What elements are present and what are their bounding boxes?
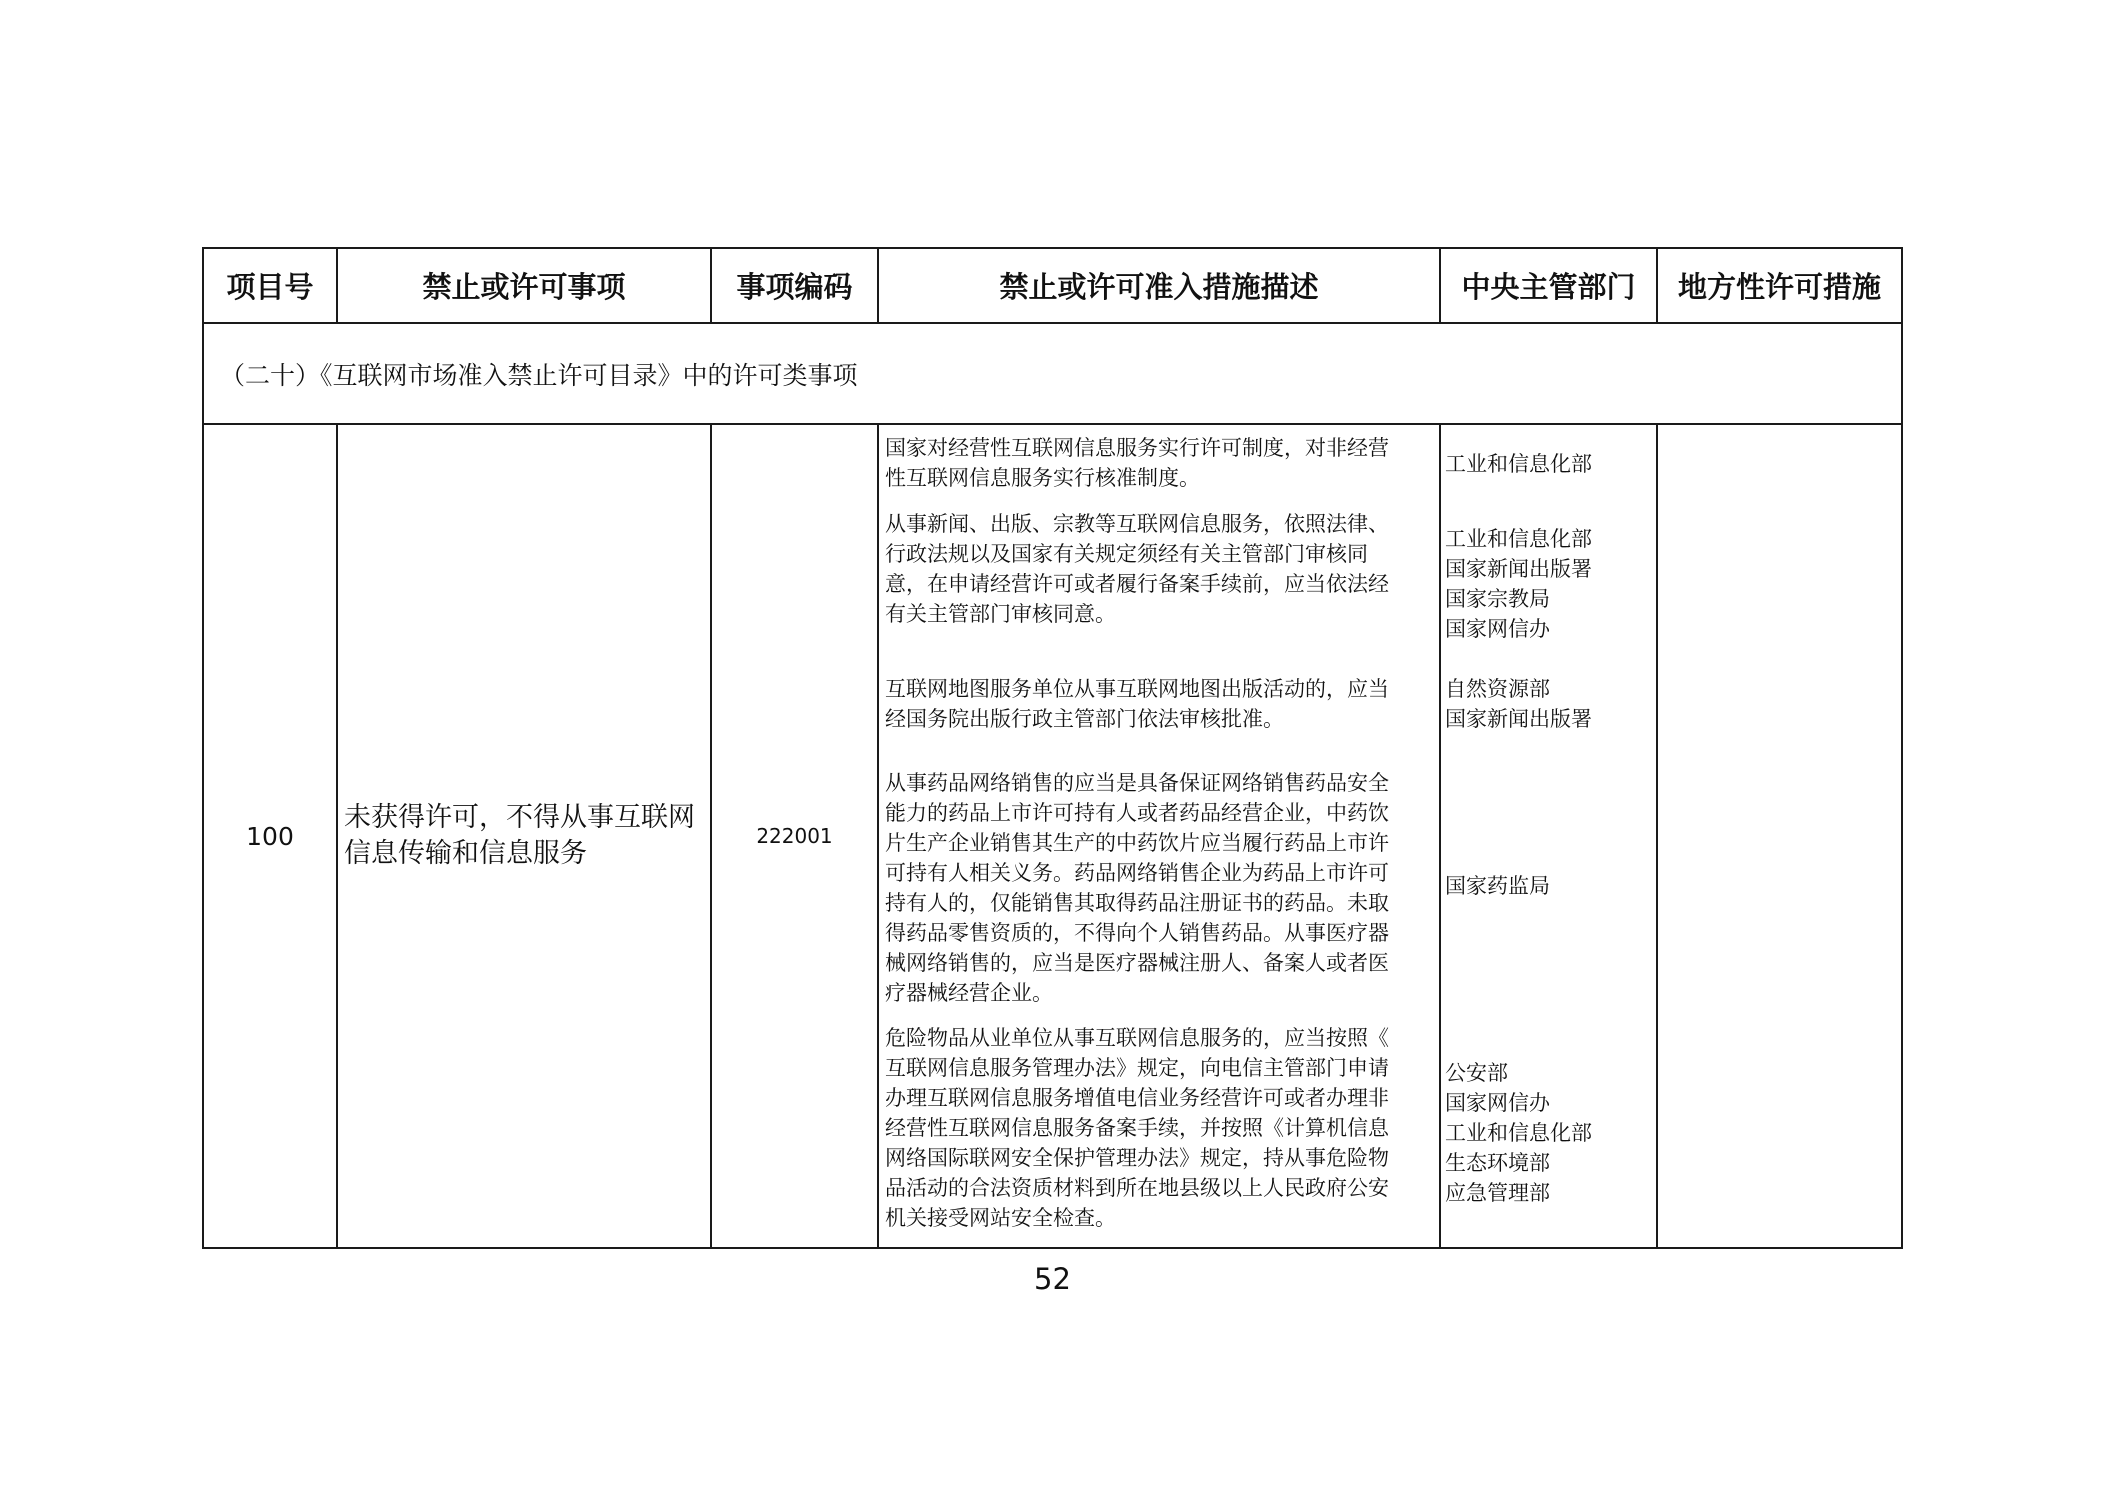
department-group-1 [1445, 449, 1652, 479]
description-line: 经国务院出版行政主管部门依法审核批准。 [885, 707, 1284, 731]
description-line: 互联网地图服务单位从事互联网地图出版活动的，应当 [885, 677, 1389, 701]
department-group-5 [1445, 1058, 1652, 1208]
central-departments [1440, 424, 1657, 1248]
item-name [337, 424, 711, 1248]
measure-description-5 [885, 1023, 1429, 1233]
description-line: 网络国际联网安全保护管理办法》规定，持从事危险物 [885, 1146, 1389, 1170]
department-name: 国家新闻出版署 [1445, 707, 1592, 731]
description-line: 从事新闻、出版、宗教等互联网信息服务，依照法律、 [885, 512, 1389, 536]
description-line: 品活动的合法资质材料到所在地县级以上人民政府公安 [885, 1176, 1389, 1200]
department-group-3 [1445, 674, 1652, 734]
measure-descriptions [878, 424, 1440, 1248]
department-name: 国家网信办 [1445, 1091, 1550, 1115]
description-line: 可持有人相关义务。药品网络销售企业为药品上市许可 [885, 861, 1389, 885]
department-group-4 [1445, 871, 1652, 901]
measure-description-3 [885, 674, 1429, 734]
section-row [203, 323, 1902, 424]
description-line: 行政法规以及国家有关规定须经有关主管部门审核同 [885, 542, 1368, 566]
header-row [203, 248, 1902, 323]
item-name-line: 信息传输和信息服务 [344, 838, 587, 869]
description-line: 办理互联网信息服务增值电信业务经营许可或者办理非 [885, 1086, 1389, 1110]
section-title: （二十）《互联网市场准入禁止许可目录》中的许可类事项 [203, 323, 1902, 424]
description-line: 国家对经营性互联网信息服务实行许可制度，对非经营 [885, 436, 1389, 460]
item-code: 222001 [711, 424, 878, 1248]
permit-table [202, 247, 1903, 1249]
item-name-line: 未获得许可，不得从事互联网 [344, 802, 695, 833]
description-line: 有关主管部门审核同意。 [885, 602, 1116, 626]
description-line: 性互联网信息服务实行核准制度。 [885, 466, 1200, 490]
measure-description-2 [885, 509, 1429, 629]
description-line: 经营性互联网信息服务备案手续，并按照《计算机信息 [885, 1116, 1389, 1140]
description-line: 疗器械经营企业。 [885, 981, 1053, 1005]
department-name: 公安部 [1445, 1061, 1508, 1085]
description-line: 械网络销售的，应当是医疗器械注册人、备案人或者医 [885, 951, 1389, 975]
department-name: 应急管理部 [1445, 1181, 1550, 1205]
description-line: 机关接受网站安全检查。 [885, 1206, 1116, 1230]
department-name: 国家新闻出版署 [1445, 557, 1592, 581]
description-line: 从事药品网络销售的应当是具备保证网络销售药品安全 [885, 771, 1389, 795]
item-number: 100 [203, 424, 337, 1248]
header-item-number: 项目号 [203, 248, 337, 323]
description-line: 持有人的，仅能销售其取得药品注册证书的药品。未取 [885, 891, 1389, 915]
table-row [203, 424, 1902, 1248]
measure-description-4 [885, 768, 1429, 1008]
department-group-2 [1445, 524, 1652, 644]
department-name: 国家宗教局 [1445, 587, 1550, 611]
header-local-measures: 地方性许可措施 [1657, 248, 1902, 323]
description-line: 得药品零售资质的，不得向个人销售药品。从事医疗器 [885, 921, 1389, 945]
header-item-name: 禁止或许可事项 [337, 248, 711, 323]
description-line: 意，在申请经营许可或者履行备案手续前，应当依法经 [885, 572, 1389, 596]
description-line: 能力的药品上市许可持有人或者药品经营企业，中药饮 [885, 801, 1389, 825]
description-line: 互联网信息服务管理办法》规定，向电信主管部门申请 [885, 1056, 1389, 1080]
page-number: 52 [1034, 1262, 1071, 1296]
description-line: 片生产企业销售其生产的中药饮片应当履行药品上市许 [885, 831, 1389, 855]
department-name: 自然资源部 [1445, 677, 1550, 701]
department-name: 工业和信息化部 [1445, 452, 1592, 476]
header-item-code: 事项编码 [711, 248, 878, 323]
measure-description-1 [885, 433, 1429, 493]
header-measure-description: 禁止或许可准入措施描述 [878, 248, 1440, 323]
department-name: 国家药监局 [1445, 874, 1550, 898]
department-name: 国家网信办 [1445, 617, 1550, 641]
department-name: 生态环境部 [1445, 1151, 1550, 1175]
local-measures [1657, 424, 1902, 1248]
header-central-department: 中央主管部门 [1440, 248, 1657, 323]
department-name: 工业和信息化部 [1445, 1121, 1592, 1145]
department-name: 工业和信息化部 [1445, 527, 1592, 551]
description-line: 危险物品从业单位从事互联网信息服务的，应当按照《 [885, 1026, 1389, 1050]
